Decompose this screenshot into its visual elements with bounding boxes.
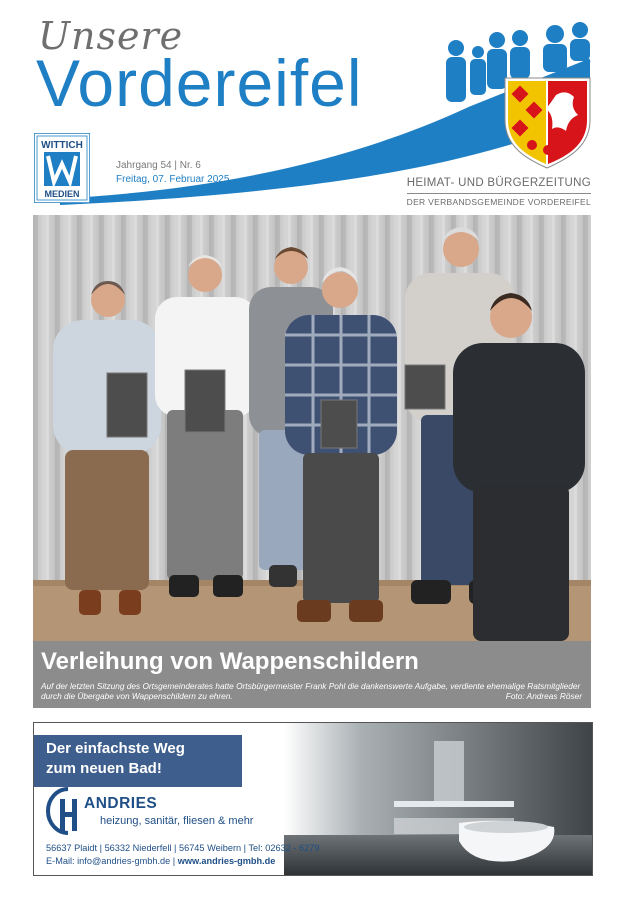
- ad-website-link[interactable]: www.andries-gmbh.de: [177, 856, 276, 866]
- ad-tagline: heizung, sanitär, fliesen & mehr: [100, 815, 254, 827]
- ad-slogan-line1: Der einfachste Weg: [46, 740, 185, 757]
- logo-text-bottom: MEDIEN: [44, 189, 80, 199]
- subtitle-main: HEIMAT- UND BÜRGERZEITUNG: [407, 177, 591, 194]
- ad-bathroom-image: [284, 723, 592, 875]
- ad-contact: [46, 856, 275, 866]
- ad-email: E-Mail: info@andries-gmbh.de |: [46, 856, 178, 866]
- logo-text-top: WITTICH: [41, 140, 83, 151]
- coat-of-arms-icon: [505, 78, 590, 168]
- ad-slogan: [34, 735, 242, 787]
- photo-caption-bar: [33, 641, 591, 708]
- article-headline: Verleihung von Wappenschildern: [41, 648, 419, 675]
- issue-number: Jahrgang 54 | Nr. 6: [116, 160, 201, 171]
- subtitle-sub: DER VERBANDSGEMEINDE VORDEREIFEL: [406, 197, 591, 207]
- wittich-medien-logo: [34, 133, 90, 203]
- masthead-title-top: Unsere: [38, 14, 184, 58]
- photo-credit: Foto: Andreas Röser: [505, 691, 582, 701]
- cover-photo: [33, 215, 591, 641]
- newspaper-subtitle: [407, 177, 591, 207]
- advertisement-andries[interactable]: [33, 722, 593, 876]
- ad-address: 56637 Plaidt | 56332 Niederfell | 56745 Weibern | Tel: 02632 - 6279: [46, 843, 320, 853]
- issue-info: [116, 159, 229, 187]
- ad-brand: ANDRIES: [84, 795, 158, 812]
- masthead-title: Vordereifel: [36, 46, 363, 120]
- issue-date: Freitag, 07. Februar 2025: [116, 174, 230, 185]
- ad-slogan-line2: zum neuen Bad!: [46, 760, 162, 777]
- photo-caption: [41, 681, 582, 701]
- caption-body: Auf der letzten Sitzung des Ortsgemeinderates hatte Ortsbürgermeister Frank Pohl die dankenswerte Aufgabe, verdiente ehemalige Ratsmitglieder durch die Übergabe von Wappenschildern zu ehren.: [41, 681, 581, 701]
